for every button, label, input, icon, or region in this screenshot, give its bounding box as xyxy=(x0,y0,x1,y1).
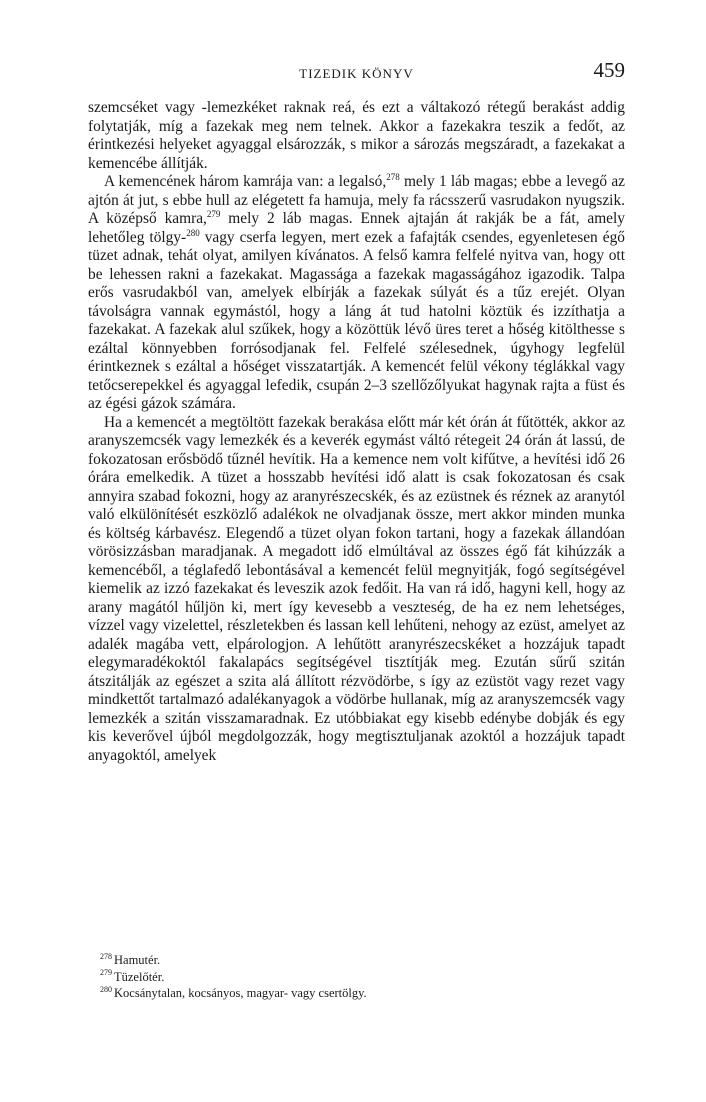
footnote-number: 278 xyxy=(100,951,112,961)
text-run: Ha a kemencét a megtöltött fazekak berakása előtt már két órán át fűtötték, akkor az aranyszemcsék vagy lemezkék és a keverék egymást váltó rétegeit 24 órán át lassú, de fokozatosan erősbödő tűznél hevítik. Ha a kemence nem volt kifűtve, a hevítési idő 26 órára emelkedik. A tüzet a hosszabb hevítési idő alatt is csak fokozatosan és csak annyira szabad fokozni, hogy az aranyrészecskék, és az ezüstnek és réznek az aranytól való elkülönítését eszközlő adalékok ne olvadjanak össze, mert akkor minden munka és költség kárbavész. Elegendő a tüzet olyan fokon tartani, hogy a fazekak állandóan vörösizzásban maradjanak. A megadott idő elmúltával az összes égő fát kihúzzák a kemencéből, a téglafedő lebontásával a kemencét felül megnyitják, fogó segítségével kiemelik az izzó fazekakat és leveszik azok fedőit. Ha van rá idő, hagyni kell, hogy az arany magától hűljön ki, mert így kevesebb a veszteség, de ha ez nem lehetséges, vízzel vagy vizelettel, részletekben és lassan kell lehűteni, nehogy az ezüst, amelyet az adalék magába vett, elpárologjon. A lehűtött aranyrészecskéket a hozzájuk tapadt elegymaradékoktól fakalapács segítségével tisztítják meg. Ezután sűrű szitán átszitálják az egészet a szita alá állított rézvödörbe, s így az ezüstöt vagy rezet vagy mindkettőt tartalmazó adalékanyagok a vödörbe hullanak, míg az aranyszemcsék vagy lemezkék a szitán visszamaradnak. Ez utóbbiakat egy kisebb edénybe dobják és egy kis keverővel újból megdolgozzák, hogy megtisztuljanak azoktól a hozzájuk tapadt anyagoktól, amelyek xyxy=(88,413,625,764)
footnote-text: Tüzelőtér. xyxy=(114,969,165,984)
footnote-text: Hamutér. xyxy=(114,953,161,967)
footnotes xyxy=(100,952,600,1002)
footnote-reference: 280 xyxy=(186,227,200,238)
text-run: A kemencének három kamrája van: a legalsó, xyxy=(104,173,387,190)
text-run: szemcséket vagy -lemezkéket raknak reá, és ezt a váltakozó rétegű berakást addig folytatják, míg a fazekak meg nem telnek. Akkor a fazekakra teszik a fedőt, az érintkezési helyeket agyaggal elsározzák, s mikor a sározás megszáradt, a fazekakat a kemencébe állítják. xyxy=(88,99,625,172)
paragraph xyxy=(88,173,625,414)
text-run: mely 1 láb magas; ebbe a levegő az ajtón át jut, s ebbe hull az elégetett fa hamuja, mely fa rácsszerű vasrudakon nyugszik. A középső kamra, xyxy=(88,173,625,227)
text-run: vagy cserfa legyen, mert ezek a fafajták csendes, egyenletesen égő tüzet adnak, tehát olyat, amilyen kívánatos. A felső kamra felfelé nyitva van, hogy ott be lehessen rakni a fazekakat. Magassága a fazekak magasságához igazodik. Talpa erős vasrudakból van, amelyek elbírják a fazekak súlyát és a tűz erejét. Olyan távolságra vannak egymástól, hogy a láng át tud hatolni köztük és izzíthatja a fazekakat. A fazekak alul szűkek, hogy a közöttük lévő üres teret a hőség kitölthesse s ezáltal könnyebben forrósodjanak fel. Felfelé szélesednek, úgyhogy legfelül érintkeznek s ezáltal a hőséget visszatartják. A kemencét felül vékony téglákkal vagy tetőcserepekkel és agyaggal lefedik, csupán 2–3 szellőzőlyukat hagynak rajta a füst és az égési gázok számára. xyxy=(88,228,625,412)
footnote-text: Kocsánytalan, kocsányos, magyar- vagy csertölgy. xyxy=(114,986,367,1000)
paragraph xyxy=(88,414,625,766)
paragraph xyxy=(88,99,625,173)
footnote xyxy=(100,952,600,969)
footnote-number: 279 xyxy=(100,968,112,978)
body-text xyxy=(88,99,625,765)
text-run: mely 2 láb magas. Ennek ajtaján át rakják be a fát, amely lehetőleg tölgy- xyxy=(88,210,625,246)
page-number: 459 xyxy=(593,58,625,82)
footnote xyxy=(100,985,600,1002)
footnote-reference: 278 xyxy=(386,171,400,182)
footnote-reference: 279 xyxy=(206,208,221,219)
footnote xyxy=(100,969,600,986)
page-header xyxy=(88,56,625,88)
footnote-number: 280 xyxy=(100,984,112,994)
running-title: TIZEDIK KÖNYV xyxy=(299,66,414,81)
